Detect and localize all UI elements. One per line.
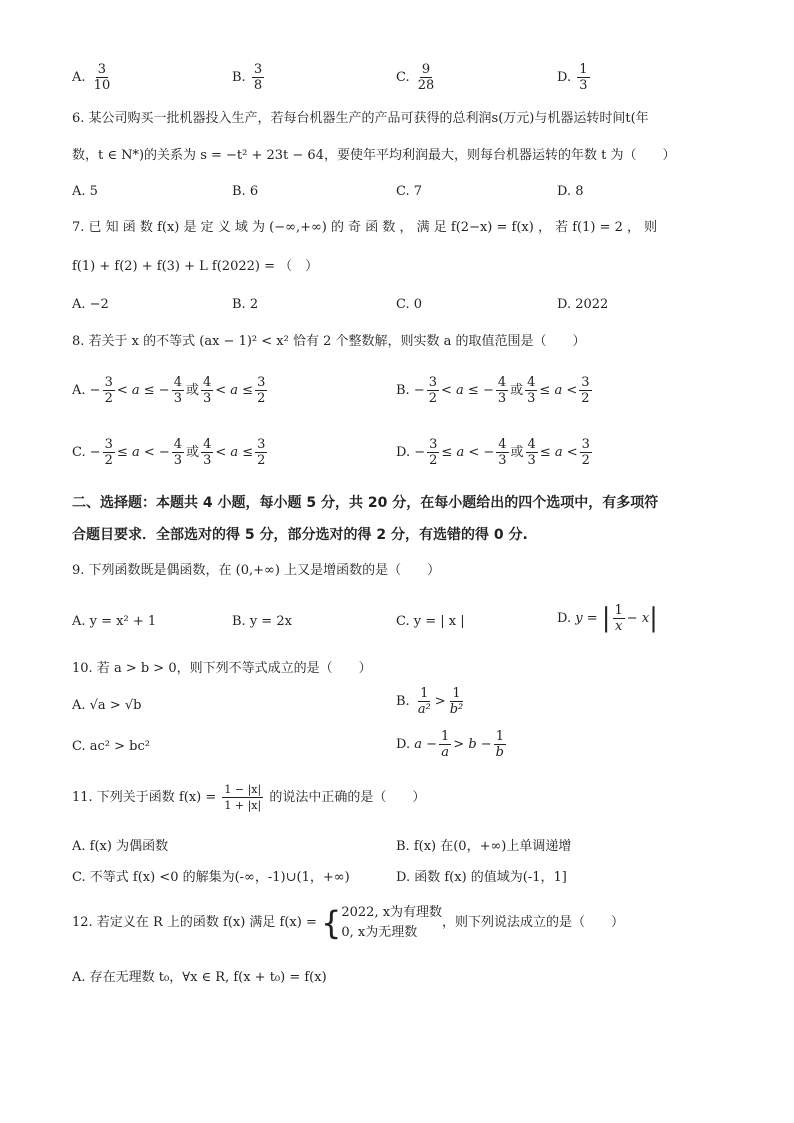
piecewise-case-2: 0, x为无理数 [341,925,418,940]
q7-option-c: C. 0 [396,297,423,312]
q12-option-a: A. 存在无理数 t₀，∀x ∈ R, f(x + t₀) = f(x) [72,970,327,985]
q8-option-d: D. − $\frac{3}{2}$ ≤ a < − $\frac{4}{3}$ 或 $\frac{4}{3}$ ≤ a < $\frac{3}{2}$ [396,437,590,468]
denominator: 3 [579,78,588,93]
q11-option-b: B. f(x) 在(0，+∞)上单调递增 [396,839,572,854]
fraction [577,62,589,93]
q11-stem-post: 的说法中正确的是（ ） [265,790,426,805]
numerator: 1 − |x| [224,783,262,796]
q9-option-d: D. y = | $\frac{1}{x}$ − x| [557,603,658,634]
brace: { [321,904,342,942]
q5-option-d [557,62,592,93]
or-text: 或 [185,383,199,398]
q10-option-d: D. a − $\frac{1}{a}$ > b − $\frac{1}{b}$ [396,729,504,760]
option-label: D. [396,737,411,752]
q11-option-c: C. 不等式 f(x) <0 的解集为(-∞，-1)∪(1，+∞) [72,870,350,885]
option-label: C. [72,445,86,460]
q7-stem-line2: f(1) + f(2) + f(3) + L f(2022) = （ ） [72,259,319,274]
fraction [416,62,437,93]
option-label: A. [72,383,86,398]
q10-stem: 10. 若 a > b > 0，则下列不等式成立的是（ ） [72,661,372,676]
q8-option-a: A. − $\frac{3}{2}$ < a ≤ − $\frac{4}{3}$ 或 $\frac{4}{3}$ < a ≤ $\frac{3}{2}$ [72,375,266,406]
q5-option-c [396,62,438,93]
numerator: 3 [97,62,107,77]
option-label: B. [232,70,246,85]
q6-option-b: B. 6 [232,184,259,199]
q11-stem-pre: 11. 下列关于函数 f(x) = [72,790,221,805]
q9-option-c: C. y = | x | [396,614,465,629]
q5-option-b [232,62,266,93]
q10-option-b: B. $\frac{1}{\text{a²}}$ > $\frac{1}{\text{b²}}$ [396,686,464,717]
numerator: 9 [421,62,431,77]
q7-option-b: B. 2 [232,297,259,312]
numerator: 3 [253,62,263,77]
q9-stem: 9. 下列函数既是偶函数，在 (0,+∞) 上又是增函数的是（ ） [72,563,441,578]
denominator: 28 [417,78,435,93]
q7-stem-line1: 7. 已 知 函 数 f(x) 是 定 义 域 为 (−∞,+∞) 的 奇 函 数 ， 满 足 f(2−x) = f(x) ， 若 f(1) = 2 ， 则 [72,220,658,235]
q11-option-d: D. 函数 f(x) 的值域为(-1，1] [396,870,567,885]
q12-stem [72,903,624,943]
or-text: 或 [186,445,200,460]
q8-option-b: B. − $\frac{3}{2}$ < a ≤ − $\frac{4}{3}$ 或 $\frac{4}{3}$ ≤ a < $\frac{3}{2}$ [396,375,590,406]
q9-option-b: B. y = 2x [232,614,292,629]
q7-option-a: A. −2 [72,297,109,312]
option-label: D. [557,70,572,85]
option-label: D. [557,611,572,626]
option-label: A. [72,70,86,85]
denominator: 8 [253,78,263,93]
section2-heading-line1: 二、选择题：本题共 4 小题，每小题 5 分，共 20 分，在每小题给出的四个选项中，有多项符 [72,495,659,511]
section2-heading-line2: 合题目要求．全部选对的得 5 分，部分选对的得 2 分，有选错的得 0 分. [72,527,528,543]
q7-option-d: D. 2022 [557,297,609,312]
fraction [252,62,264,93]
q5-option-a [72,62,114,93]
option-label: B. [396,383,410,398]
q6-option-c: C. 7 [396,184,423,199]
fraction [92,62,113,93]
q11-option-a: A. f(x) 为偶函数 [72,839,169,854]
option-label: C. [396,70,410,85]
or-text: 或 [510,383,524,398]
q10-option-c: C. ac² > bc² [72,739,150,754]
q8-stem: 8. 若关于 x 的不等式 (ax − 1)² < x² 恰有 2 个整数解，则实数 a 的取值范围是（ ） [72,334,586,349]
or-text: 或 [510,445,524,460]
q9-option-a: A. y = x² + 1 [72,614,157,629]
q10-option-a: A. √a > √b [72,698,142,713]
q12-stem-pre: 12. 若定义在 R 上的函数 f(x) 满足 f(x) = [72,915,321,930]
denominator: 1 + |x| [224,799,262,812]
q6-option-d: D. 8 [557,184,584,199]
piecewise-case-1: 2022, x为有理数 [341,905,443,920]
denominator: 10 [93,78,111,93]
q12-stem-post: ，则下列说法成立的是（ ） [442,915,625,930]
q6-option-a: A. 5 [72,184,98,199]
q6-stem-line1: 6. 某公司购买一批机器投入生产，若每台机器生产的产品可获得的总利润s(万元)与机器运转时间t(年 [72,111,649,126]
q8-option-c: C. − $\frac{3}{2}$ ≤ a < − $\frac{4}{3}$ 或 $\frac{4}{3}$ < a ≤ $\frac{3}{2}$ [72,437,266,468]
q6-stem-line2: 数，t ∈ N*)的关系为 s = −t² + 23t − 64，要使年平均利润最大，则每台机器运转的年数 t 为（ ） [72,148,676,163]
numerator: 1 [579,62,588,77]
q11-stem [72,782,425,813]
option-label: B. [396,694,410,709]
option-label: D. [396,445,411,460]
